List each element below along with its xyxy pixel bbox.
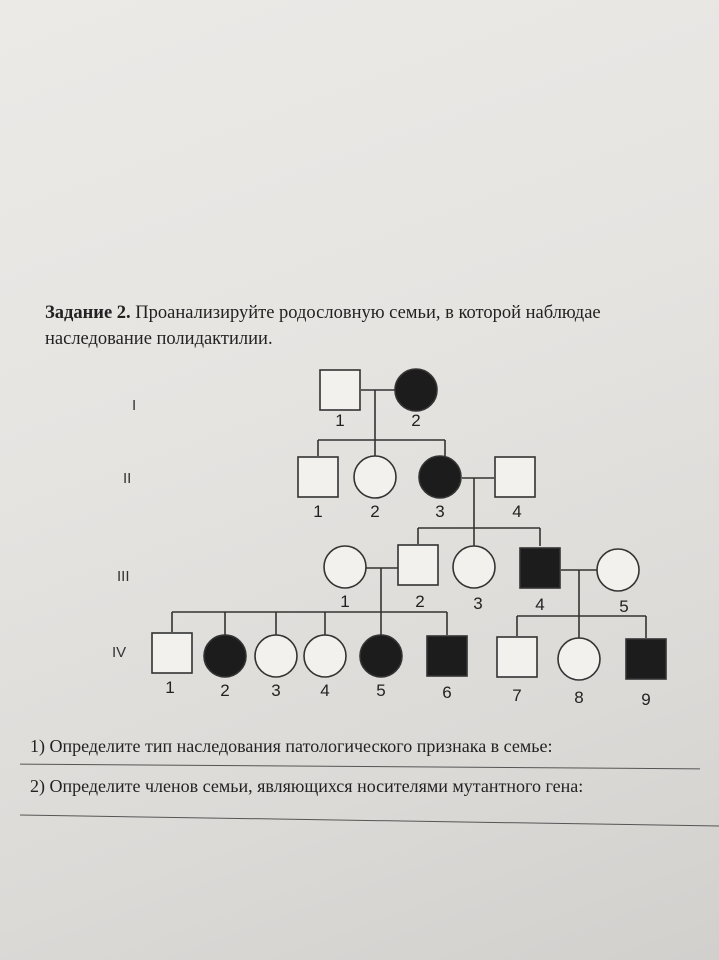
individual-label-IV-8: 8 <box>574 688 584 707</box>
generation-label: II <box>123 470 132 487</box>
individual-label-IV-9: 9 <box>641 690 651 709</box>
generation-labels <box>112 397 136 661</box>
individual-III-2-male <box>398 545 438 585</box>
individual-IV-8-female <box>558 638 600 680</box>
individual-label-III-1: 1 <box>340 592 350 611</box>
individual-label-IV-3: 3 <box>271 681 281 700</box>
task-title: Задание 2. <box>45 303 131 323</box>
individual-label-IV-1: 1 <box>165 678 175 697</box>
pedigree-symbols <box>152 369 666 680</box>
individual-I-2-female-affected <box>395 369 437 411</box>
individual-label-IV-4: 4 <box>320 681 330 700</box>
individual-label-IV-7: 7 <box>512 686 522 705</box>
individual-I-1-male <box>320 370 360 410</box>
individual-IV-3-female <box>255 635 297 677</box>
individual-IV-2-female-affected <box>204 635 246 677</box>
individual-IV-5-female-affected <box>360 635 402 677</box>
individual-label-II-3: 3 <box>435 502 445 521</box>
individual-label-III-4: 4 <box>535 595 545 614</box>
individual-label-IV-6: 6 <box>442 683 452 702</box>
generation-label: I <box>132 397 137 414</box>
individual-II-3-female-affected <box>419 456 461 498</box>
individual-IV-1-male <box>152 633 192 673</box>
individual-label-III-2: 2 <box>415 592 425 611</box>
individual-II-2-female <box>354 456 396 498</box>
question-1: 1) Определите тип наследования патологического признака в семье: <box>30 736 553 756</box>
individual-label-III-5: 5 <box>619 597 629 616</box>
individual-label-II-2: 2 <box>370 502 380 521</box>
generation-label: IV <box>112 644 127 661</box>
generation-label: III <box>117 568 130 585</box>
individual-II-4-male <box>495 457 535 497</box>
individual-III-5-female <box>597 549 639 591</box>
individual-label-I-2: 2 <box>411 411 421 430</box>
task-text-line1: Проанализируйте родословную семьи, в которой наблюдае <box>135 303 601 323</box>
individual-label-IV-5: 5 <box>376 681 386 700</box>
individual-label-IV-2: 2 <box>220 681 230 700</box>
individual-IV-4-female <box>304 635 346 677</box>
individual-II-1-male <box>298 457 338 497</box>
individual-IV-9-male-affected <box>626 639 666 679</box>
individual-label-III-3: 3 <box>473 594 483 613</box>
pedigree-lines <box>172 390 646 638</box>
individual-label-I-1: 1 <box>335 411 345 430</box>
individual-III-1-female <box>324 546 366 588</box>
individual-IV-7-male <box>497 637 537 677</box>
answer-line-2 <box>20 815 719 827</box>
individual-label-II-4: 4 <box>512 502 522 521</box>
individual-IV-6-male-affected <box>427 636 467 676</box>
answer-line-1 <box>20 764 700 770</box>
individual-label-II-1: 1 <box>313 502 323 521</box>
question-2: 2) Определите членов семьи, являющихся носителями мутантного гена: <box>30 776 584 796</box>
individual-III-3-female <box>453 546 495 588</box>
individual-III-4-male-affected <box>520 548 560 588</box>
task-text-line2: наследование полидактилии. <box>45 329 273 349</box>
